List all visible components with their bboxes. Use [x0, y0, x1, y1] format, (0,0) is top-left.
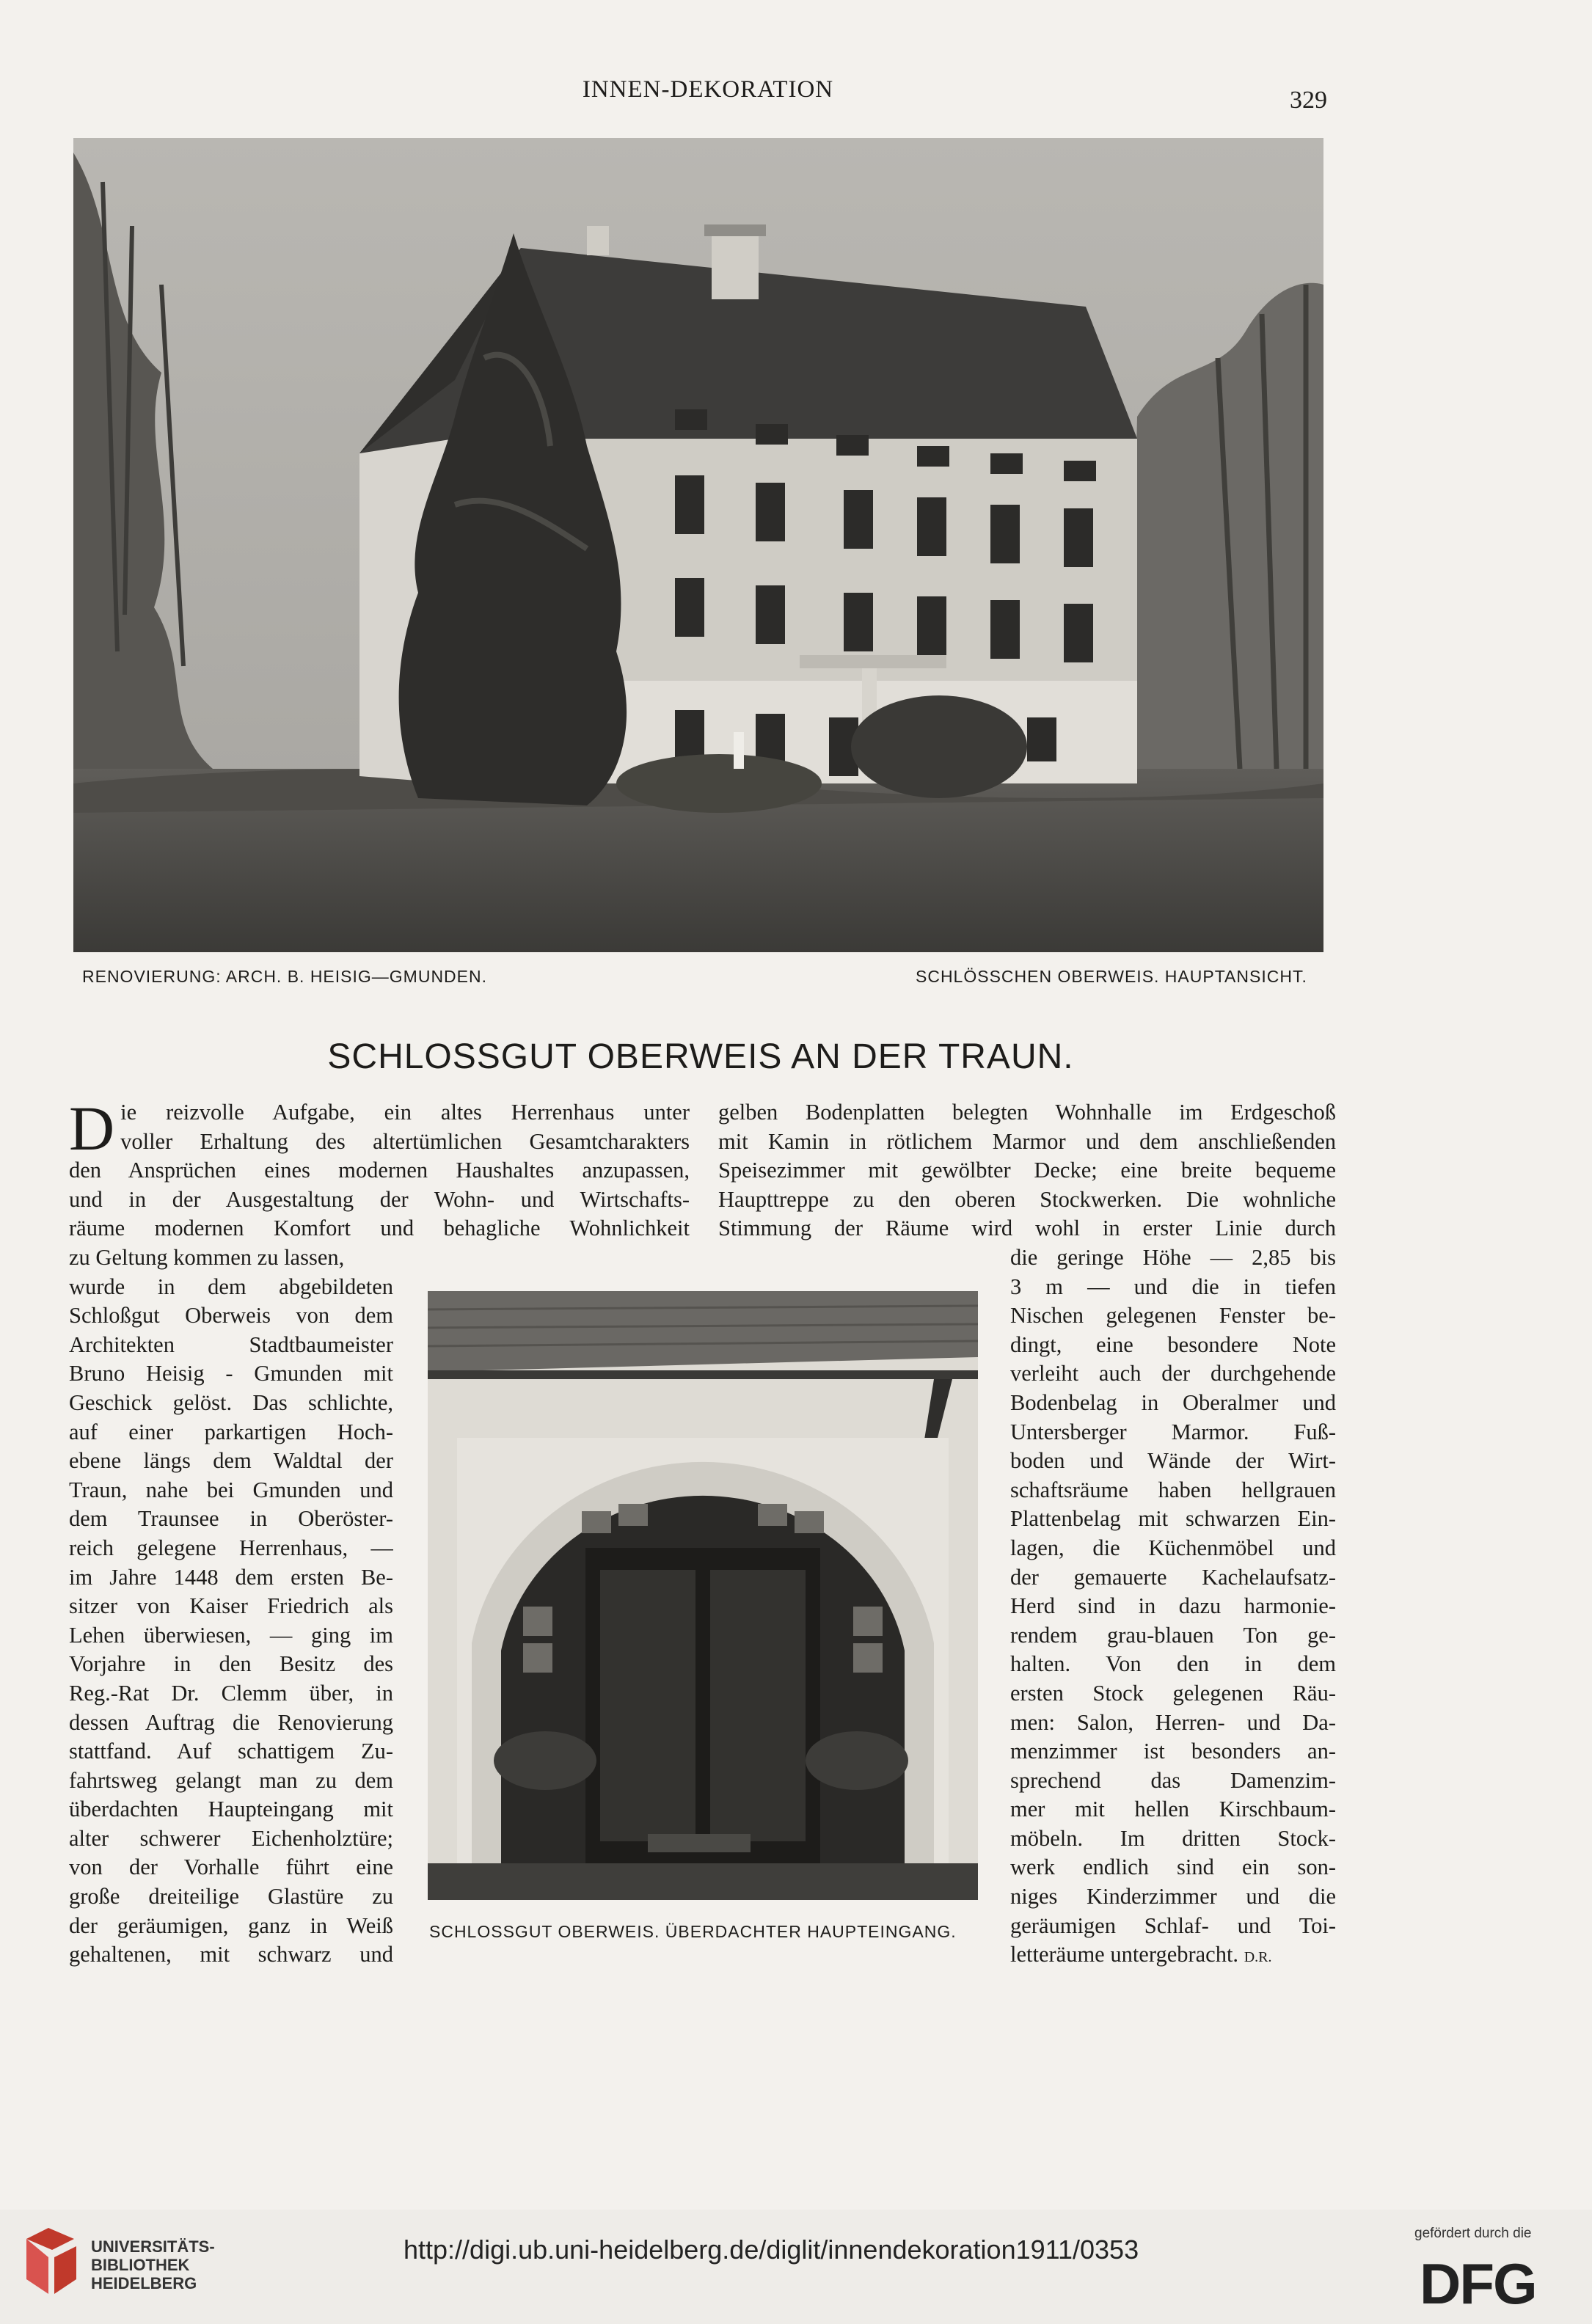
author-signature: D.R.	[1244, 1949, 1272, 1966]
text-line: große dreiteilige Glastüre zu	[69, 1884, 393, 1910]
ub-heidelberg-logo-icon	[19, 2224, 85, 2298]
photo1-caption-right: SCHLÖSSCHEN OBERWEIS. HAUPTANSICHT.	[916, 967, 1307, 986]
text-line: verleiht auch der durchgehende	[1010, 1361, 1336, 1386]
text-line: Untersberger Marmor. Fuß-	[1010, 1419, 1336, 1444]
text-line: Geschick gelöst. Das schlichte,	[69, 1389, 393, 1415]
text-line: auf einer parkartigen Hoch-	[69, 1419, 393, 1444]
text-line: Reg.-Rat Dr. Clemm über, in	[69, 1680, 393, 1706]
text-line: von der Vorhalle führt eine	[69, 1855, 393, 1880]
sponsor-text: gefördert durch die	[1414, 2226, 1532, 2241]
text-line: voller Erhaltung des altertümlichen Gesamtcharakters	[120, 1128, 690, 1154]
text-line: men: Salon, Herren- und Da-	[1010, 1709, 1336, 1735]
text-line: dem Traunsee in Oberöster-	[69, 1506, 393, 1532]
text-line: reich gelegene Herrenhaus, —	[69, 1535, 393, 1560]
text-line: Herd sind in dazu harmonie-	[1010, 1593, 1336, 1619]
text-line: sprechend das Damenzim-	[1010, 1767, 1336, 1793]
text-line: Speisezimmer mit gewölbter Decke; eine breite bequeme	[718, 1158, 1336, 1183]
running-title: INNEN-DEKORATION	[582, 76, 834, 103]
dfg-logo: DFG	[1420, 2251, 1536, 2316]
photo1-caption-left: RENOVIERUNG: ARCH. B. HEISIG—GMUNDEN.	[82, 967, 488, 986]
text-line: stattfand. Auf schattigem Zu-	[69, 1739, 393, 1764]
page-number: 329	[1290, 87, 1327, 114]
text-line: ebene längs dem Waldtal der	[69, 1448, 393, 1474]
text-line: fahrtsweg gelangt man zu dem	[69, 1767, 393, 1793]
text-line: überdachten Haupteingang mit	[69, 1797, 393, 1822]
text-line: dessen Auftrag die Renovierung	[69, 1709, 393, 1735]
text-line: Plattenbelag mit schwarzen Ein-	[1010, 1506, 1336, 1532]
text-line: dingt, eine besondere Note	[1010, 1331, 1336, 1357]
library-name	[91, 2237, 215, 2292]
text-line: ersten Stock gelegenen Räu-	[1010, 1680, 1336, 1706]
text-line: lagen, die Küchenmöbel und	[1010, 1535, 1336, 1560]
text-line: niges Kinderzimmer und die	[1010, 1884, 1336, 1910]
left-column-narrow	[69, 1243, 393, 1970]
text-line: den Ansprüchen eines modernen Haushaltes anzupassen,	[69, 1158, 690, 1183]
text-line: alter schwerer Eichenholztüre;	[69, 1825, 393, 1851]
text-line: Lehen überwiesen, — ging im	[69, 1622, 393, 1648]
text-line: im Jahre 1448 dem ersten Be-	[69, 1564, 393, 1590]
text-line: menzimmer ist besonders an-	[1010, 1739, 1336, 1764]
text-line: Traun, nahe bei Gmunden und	[69, 1477, 393, 1502]
text-line: der gemauerte Kachelaufsatz-	[1010, 1564, 1336, 1590]
text-line: letteräume untergebracht. D.R.	[1010, 1942, 1272, 1967]
digitization-footer	[0, 2210, 1592, 2324]
entrance-photo	[428, 1291, 978, 1900]
text-line: schaftsräume haben hellgrauen	[1010, 1477, 1336, 1502]
text-line: Nischen gelegenen Fenster be-	[1010, 1303, 1336, 1329]
text-line: und in der Ausgestaltung der Wohn- und Wirtschafts-	[69, 1186, 690, 1212]
text-line: mit Kamin in rötlichem Marmor und dem anschließenden	[718, 1128, 1336, 1154]
text-line: Haupttreppe zu den oberen Stockwerken. Die wohnliche	[718, 1186, 1336, 1212]
library-name-line: HEIDELBERG	[91, 2274, 197, 2292]
text-line: geräumigen Schlaf- und Toi-	[1010, 1912, 1336, 1938]
text-line: halten. Von den in dem	[1010, 1651, 1336, 1677]
article-title: SCHLOSSGUT OBERWEIS AN DER TRAUN.	[327, 1037, 1074, 1076]
text-line: die geringe Höhe — 2,85 bis	[1010, 1245, 1336, 1270]
text-line: Bruno Heisig - Gmunden mit	[69, 1361, 393, 1386]
text-line: 3 m — und die in tiefen	[1010, 1274, 1336, 1299]
source-url-link[interactable]: http://digi.ub.uni-heidelberg.de/diglit/innendekoration1911/0353	[404, 2235, 1139, 2265]
text-line: gehaltenen, mit schwarz und	[69, 1942, 393, 1967]
text-line: Vorjahre in den Besitz des	[69, 1651, 393, 1677]
drop-cap: D	[69, 1093, 115, 1163]
text-line: gelben Bodenplatten belegten Wohnhalle im Erdgeschoß	[718, 1100, 1336, 1125]
text-line: der geräumigen, ganz in Weiß	[69, 1912, 393, 1938]
text-line: rendem grau-blauen Ton ge-	[1010, 1622, 1336, 1648]
text-line: werk endlich sind ein son-	[1010, 1855, 1336, 1880]
text-line: räume modernen Komfort und behagliche Wohnlichkeit	[69, 1216, 690, 1241]
text-line: Stimmung der Räume wird wohl in erster Linie durch	[718, 1216, 1336, 1241]
text-line: Schloßgut Oberweis von dem	[69, 1303, 393, 1329]
text-line: boden und Wände der Wirt-	[1010, 1448, 1336, 1474]
text-line: wurde in dem abgebildeten	[69, 1274, 393, 1299]
text-line: möbeln. Im dritten Stock-	[1010, 1825, 1336, 1851]
library-name-line: UNIVERSITÄTS-	[91, 2237, 215, 2256]
text-line: Bodenbelag in Oberalmer und	[1010, 1389, 1336, 1415]
text-line: Architekten Stadtbaumeister	[69, 1331, 393, 1357]
left-column-top	[69, 1093, 690, 1243]
library-name-line: BIBLIOTHEK	[91, 2256, 190, 2274]
text-line: mer mit hellen Kirschbaum-	[1010, 1797, 1336, 1822]
text-line: sitzer von Kaiser Friedrich als	[69, 1593, 393, 1619]
text-line: zu Geltung kommen zu lassen,	[69, 1245, 345, 1270]
text-line: ie reizvolle Aufgabe, ein altes Herrenhaus unter	[120, 1100, 690, 1125]
manor-house-photo	[73, 138, 1323, 952]
right-column-narrow	[1010, 1243, 1336, 1970]
photo2-caption: SCHLOSSGUT OBERWEIS. ÜBERDACHTER HAUPTEINGANG.	[429, 1922, 957, 1941]
right-column-top	[718, 1098, 1336, 1243]
